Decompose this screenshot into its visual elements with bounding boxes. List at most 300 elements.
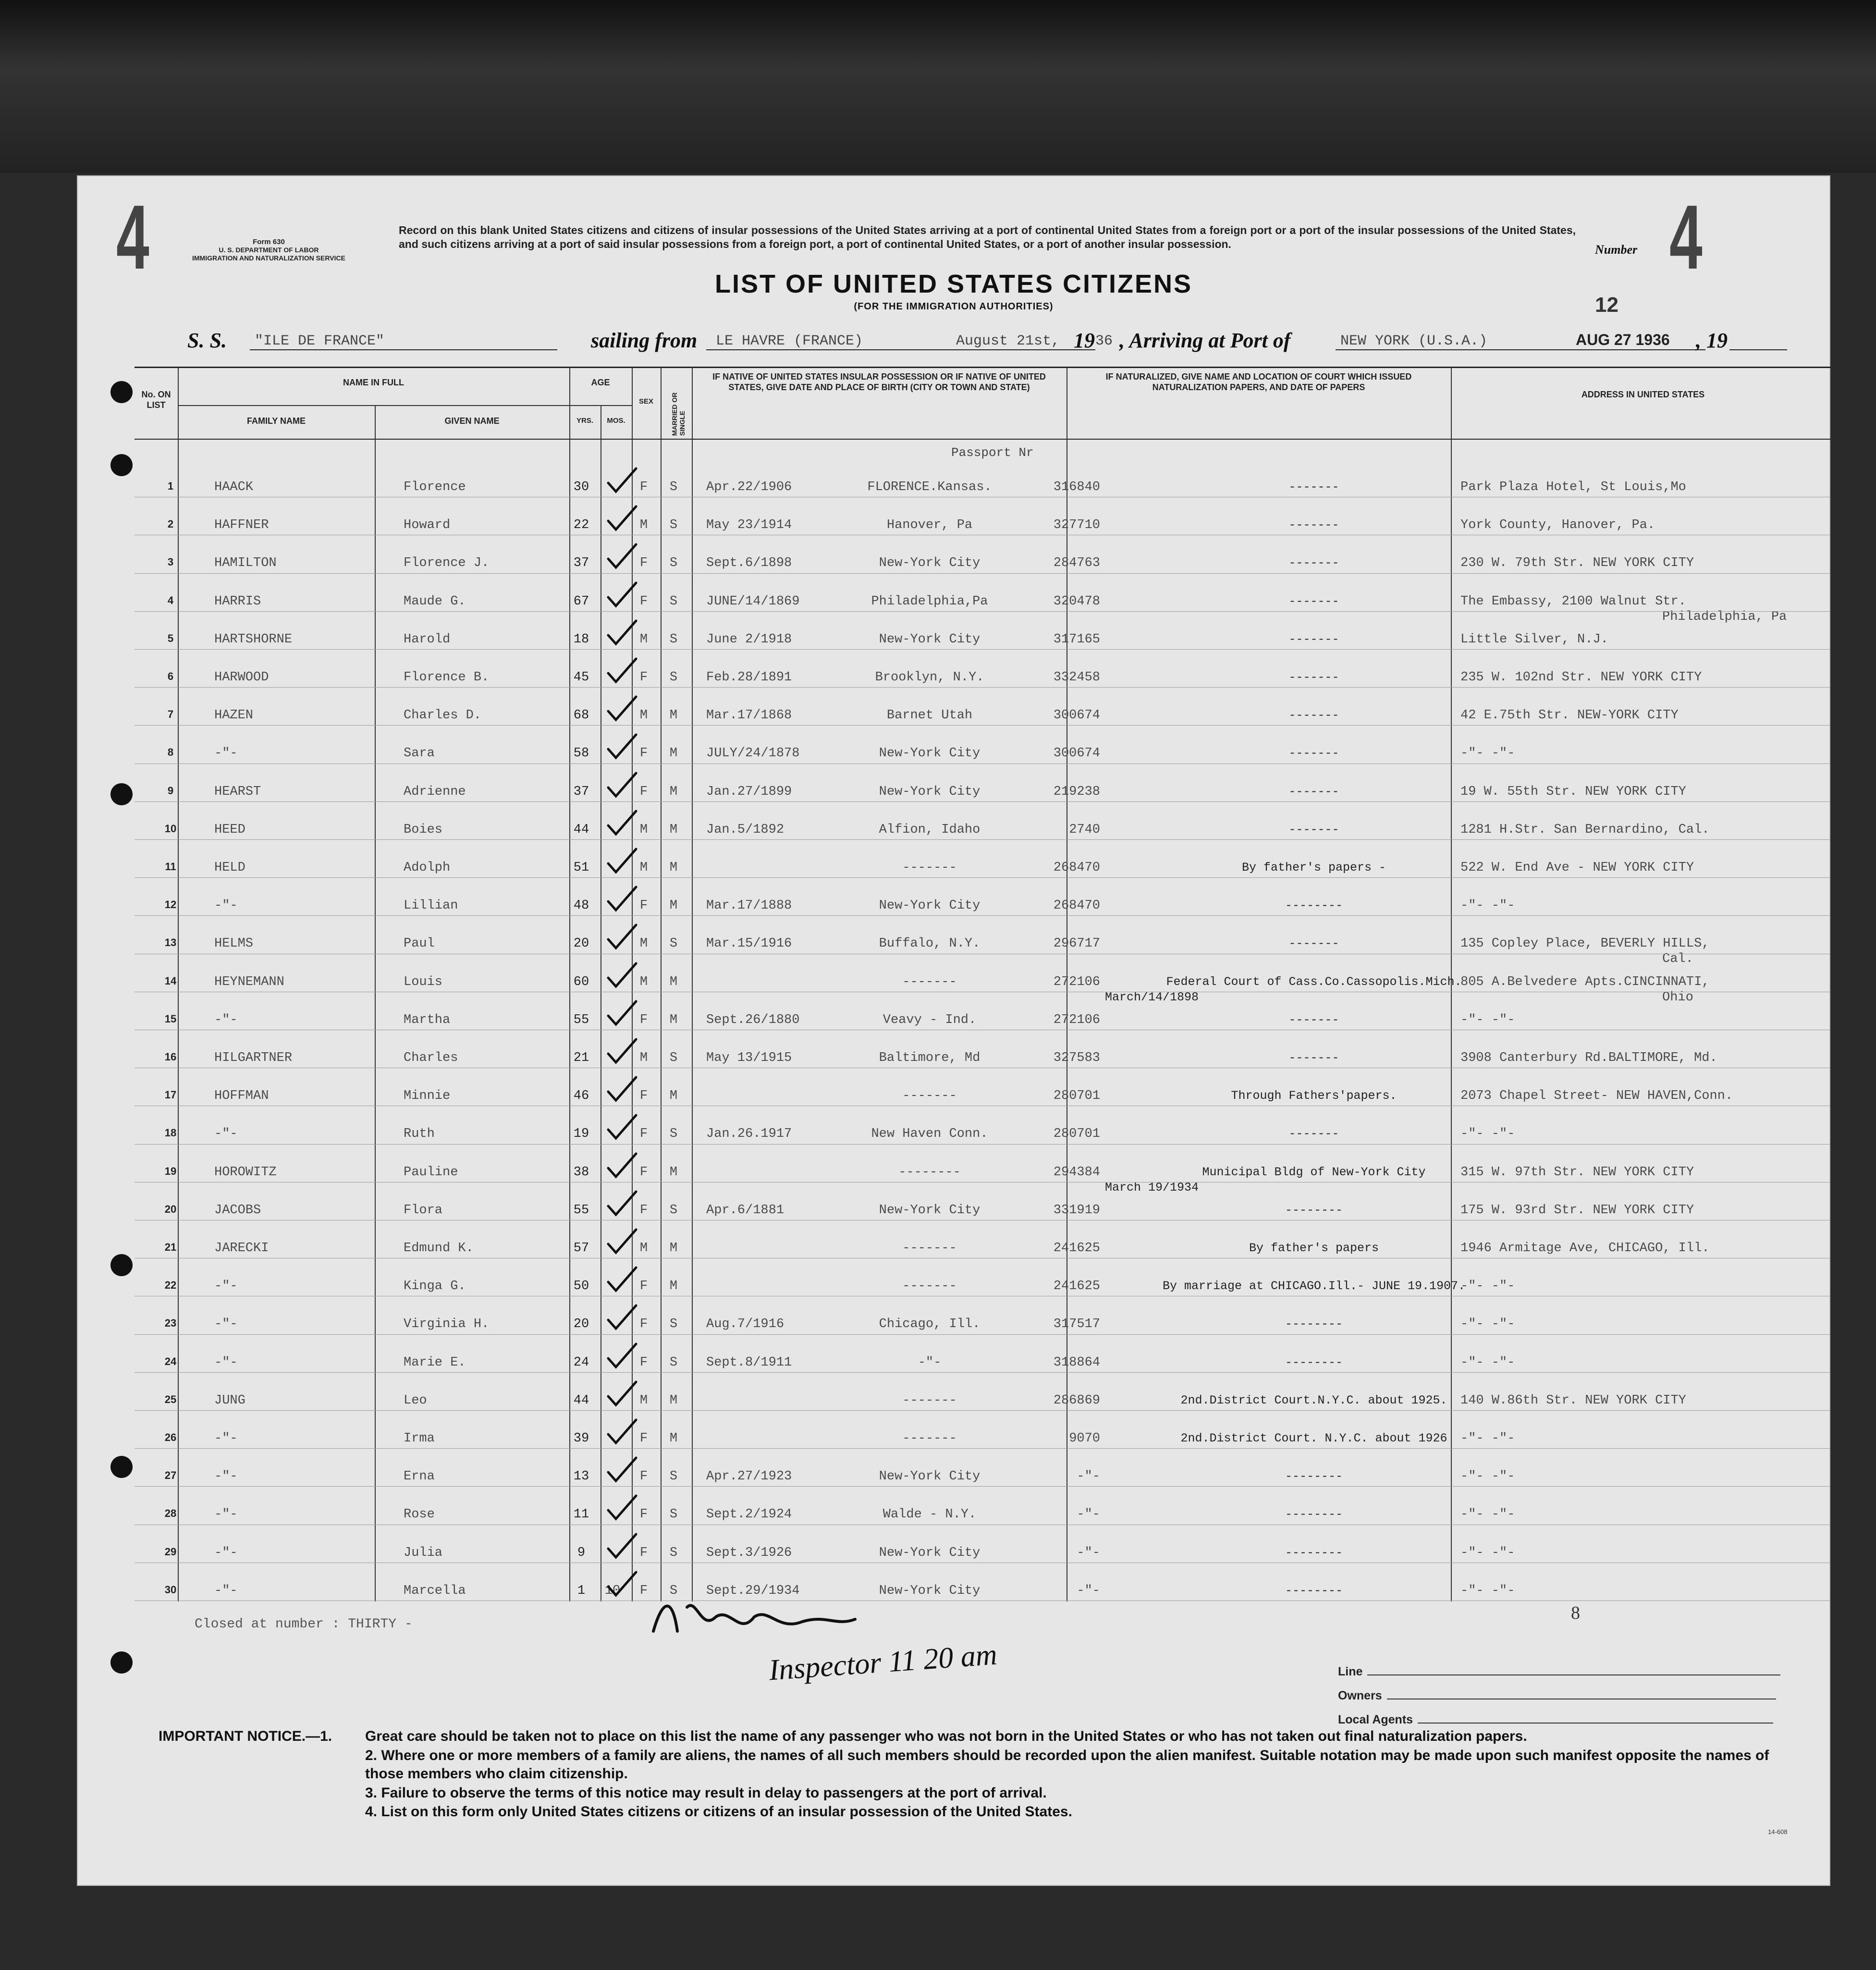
naturalization: -------- [1285,899,1343,913]
header-address: ADDRESS IN UNITED STATES [1581,390,1705,399]
marital-status: M [669,1089,678,1104]
passport-number: 317517 [1053,1317,1100,1332]
age-years: 21 [573,1051,589,1065]
row-number: 10 [164,822,177,835]
age-years: 38 [573,1165,589,1180]
row-number: 3 [167,556,174,568]
row-number: 22 [164,1279,177,1292]
address: 805 A.Belvedere Apts.CINCINNATI, [1460,974,1710,989]
owners-field [1338,1689,1776,1703]
passport-number: 318864 [1053,1355,1100,1370]
address-detail: Ohio [1662,990,1693,1005]
passport-number: 272106 [1053,1012,1100,1027]
address: 3908 Canterbury Rd.BALTIMORE, Md. [1460,1051,1717,1065]
address-detail: Cal. [1662,952,1693,967]
family-name: -"- [214,1355,238,1370]
address: 2073 Chapel Street- NEW HAVEN,Conn. [1460,1089,1733,1104]
marital-status: M [669,784,678,799]
address: 175 W. 93rd Str. NEW YORK CITY [1460,1203,1694,1218]
given-name: Edmund K. [404,1241,474,1256]
family-name: HARTSHORNE [214,632,293,647]
passport-number: 332458 [1053,670,1100,685]
passport-number: 241625 [1053,1279,1100,1294]
marital-status: S [669,670,678,685]
birth-date: Jan.5/1892 [706,822,785,837]
naturalization: ------- [1288,1051,1339,1065]
sex: M [639,1241,648,1256]
marital-status: S [669,480,678,494]
age-months: 10 [604,1583,621,1598]
age-years: 60 [573,974,589,989]
given-name: Virginia H. [404,1317,490,1332]
sex: M [639,861,648,875]
sex: M [639,936,648,951]
table-row [77,649,1830,687]
sex: F [639,1317,648,1332]
header-bottom-rule [135,439,1830,440]
passport-number: 286869 [1053,1393,1100,1408]
address: York County, Hanover, Pa. [1460,518,1655,533]
age-years: 44 [573,822,589,837]
passport-column-label: Passport Nr [951,445,1034,460]
table-row [77,687,1830,725]
given-name: Boies [404,822,443,837]
age-years: 51 [573,861,589,875]
header-given-name: GIVEN NAME [444,416,500,426]
family-name: -"- [214,1431,238,1446]
given-name: Martha [404,1012,451,1027]
table-row [77,915,1830,967]
address: 1946 Armitage Ave, CHICAGO, Ill. [1460,1241,1710,1256]
given-name: Minnie [404,1089,451,1104]
marital-status: M [669,1279,678,1294]
check-mark-icon [605,1379,639,1408]
address: -"- -"- [1460,1317,1515,1332]
check-mark-icon [605,1036,639,1065]
sex: M [639,632,648,647]
row-number: 14 [164,974,177,987]
marital-status: M [669,861,678,875]
naturalization: ------- [1288,1012,1339,1027]
given-name: Julia [404,1545,443,1560]
check-mark-icon [605,1303,639,1331]
address: 140 W.86th Str. NEW YORK CITY [1460,1393,1686,1408]
check-mark-icon [605,580,639,609]
birth-date: June 2/1918 [706,632,792,647]
marital-status: M [669,899,678,913]
agents-field [1338,1713,1773,1727]
sex: F [639,1583,648,1598]
naturalization: -------- [1285,1355,1343,1369]
check-mark-icon [605,808,639,837]
marital-status: S [669,1583,678,1598]
address: -"- -"- [1460,1012,1515,1027]
name-header-rule [178,405,569,406]
birth-date: Sept.8/1911 [706,1355,792,1370]
family-name: -"- [214,1469,238,1484]
sex: M [639,822,648,837]
passport-number: 327710 [1053,518,1100,533]
birth-place: New-York City [879,1583,981,1598]
sex: F [639,1507,648,1522]
naturalization: -------- [1285,1583,1343,1598]
family-name: JACOBS [214,1203,261,1218]
row-number: 26 [164,1431,177,1443]
row-number: 4 [167,594,174,606]
marital-status: M [669,708,678,723]
arriving-label: , Arriving at Port of [1119,329,1291,352]
given-name: Maude G. [404,594,466,609]
table-row [77,1448,1830,1486]
given-name: Sara [404,746,435,761]
sex: M [639,518,648,533]
address: 235 W. 102nd Str. NEW YORK CITY [1460,670,1702,685]
age-years: 20 [573,1317,589,1332]
check-mark-icon [605,466,639,494]
birth-date: Sept.3/1926 [706,1545,792,1560]
row-number: 17 [164,1089,177,1101]
birth-date: Apr.6/1881 [706,1203,785,1218]
age-years: 22 [573,518,589,533]
birth-place: Hanover, Pa [886,518,973,533]
sex: F [639,1127,648,1142]
table-row [77,1220,1830,1258]
address: -"- -"- [1460,1469,1515,1484]
age-years: 45 [573,670,589,685]
family-name: HEED [214,822,245,837]
row-number: 12 [164,899,177,911]
table-row [77,1410,1830,1448]
given-name: Irma [404,1431,435,1446]
family-name: HELMS [214,936,254,951]
check-mark-icon [605,998,639,1027]
age-years: 37 [573,784,589,799]
birth-place: Baltimore, Md [879,1051,981,1065]
birth-place: Walde - N.Y. [883,1507,977,1522]
address: 135 Copley Place, BEVERLY HILLS, [1460,936,1710,951]
check-mark-icon [605,1074,639,1103]
birth-place: ------- [902,1241,957,1256]
table-row [77,1296,1830,1334]
header-naturalization: IF NATURALIZED, GIVE NAME AND LOCATION OF COURT WHICH ISSUED NATURALIZATION PAPERS, AND DATE OF PAPERS [1105,372,1412,392]
family-name: HARWOOD [214,670,269,685]
check-mark-icon [605,732,639,761]
passport-number: 300674 [1053,746,1100,761]
marital-status: S [669,1051,678,1065]
marital-status: S [669,1203,678,1218]
age-years: 55 [573,1203,589,1218]
table-row [77,611,1830,649]
row-number: 13 [164,936,177,949]
table-row [77,763,1830,801]
naturalization: ------- [1288,556,1339,570]
marital-status: M [669,1431,678,1446]
age-years: 44 [573,1393,589,1408]
given-name: Adolph [404,861,451,875]
row-number: 30 [164,1583,177,1596]
birth-place: ------- [902,1431,957,1446]
check-mark-icon [605,770,639,799]
given-name: Florence B. [404,670,490,685]
departure-port: LE HAVRE (FRANCE) [716,333,863,349]
naturalization: ------- [1288,1127,1339,1141]
birth-place: ------- [902,1089,957,1104]
given-name: Charles D. [404,708,482,723]
check-mark-icon [605,884,639,913]
header-sex: SEX [638,397,653,406]
birth-place: FLORENCE.Kansas. [867,480,992,494]
passport-number: 9070 [1069,1431,1100,1446]
row-number: 25 [164,1393,177,1405]
row-number: 27 [164,1469,177,1482]
address: -"- -"- [1460,746,1515,761]
address: Park Plaza Hotel, St Louis,Mo [1460,480,1686,494]
address: -"- -"- [1460,1545,1515,1560]
birth-date: Mar.15/1916 [706,936,792,951]
row-number: 19 [164,1165,177,1177]
age-years: 13 [573,1469,589,1484]
naturalization: Through Fathers'papers. [1231,1089,1397,1103]
birth-place: New-York City [879,1545,981,1560]
check-mark-icon [605,1417,639,1446]
age-years: 46 [573,1089,589,1104]
family-name: -"- [214,899,238,913]
number-stamp-right: 4 [1669,186,1703,288]
header-mos: MOS. [607,417,625,425]
passport-number: 2740 [1069,822,1100,837]
birth-place: Chicago, Ill. [879,1317,981,1332]
address: 42 E.75th Str. NEW-YORK CITY [1460,708,1679,723]
age-years: 68 [573,708,589,723]
check-mark-icon [605,1569,639,1598]
address: -"- -"- [1460,1431,1515,1446]
birth-place: ------- [902,861,957,875]
birth-place: Brooklyn, N.Y. [875,670,984,685]
underline [250,349,557,350]
film-border [0,0,1876,173]
row-number: 24 [164,1355,177,1367]
sex: F [639,556,648,571]
sex: F [639,1165,648,1180]
given-name: Paul [404,936,435,951]
given-name: Ruth [404,1127,435,1142]
family-name: HEARST [214,784,261,799]
marital-status: M [669,746,678,761]
naturalization: ------- [1288,708,1339,723]
page-title: LIST OF UNITED STATES CITIZENS [715,270,1192,298]
naturalization-detail: March/14/1898 [1105,990,1199,1004]
table-row [77,1334,1830,1372]
marital-status: M [669,974,678,989]
birth-date: Aug.7/1916 [706,1317,785,1332]
table-row [77,725,1830,763]
check-mark-icon [605,504,639,532]
family-name: HOFFMAN [214,1089,269,1104]
marital-status: S [669,1317,678,1332]
age-years: 19 [573,1127,589,1142]
inspector-signature: Inspector 11 20 am [768,1638,998,1687]
passport-number: 272106 [1053,974,1100,989]
sex: F [639,1431,648,1446]
marital-status: M [669,822,678,837]
sex: F [639,1089,648,1104]
given-name: Lillian [404,899,458,913]
department-name: U. S. DEPARTMENT OF LABOR [219,246,319,254]
given-name: Harold [404,632,451,647]
notice-item-4: 4. List on this form only United States citizens or citizens of an insular possession of the United States. [365,1804,1072,1820]
age-years: 50 [573,1279,589,1294]
row-number: 9 [167,784,174,797]
service-name: IMMIGRATION AND NATURALIZATION SERVICE [192,254,345,262]
sex: F [639,594,648,609]
agents-label: Local Agents [1338,1713,1413,1726]
birth-place: Barnet Utah [886,708,973,723]
ss-label: S. S. [187,329,227,352]
family-name: HILGARTNER [214,1051,293,1065]
birth-date: Feb.28/1891 [706,670,792,685]
given-name: Rose [404,1507,435,1522]
birth-place: ------- [902,1279,957,1294]
birth-place: -------- [898,1165,961,1180]
underline [956,349,1095,350]
table-row [77,573,1830,624]
row-number: 20 [164,1203,177,1215]
family-name: JUNG [214,1393,245,1408]
naturalization: ------- [1288,518,1339,532]
table-row [77,839,1830,877]
age-years: 57 [573,1241,589,1256]
table-row [77,1030,1830,1068]
row-number: 15 [164,1012,177,1025]
given-name: Pauline [404,1165,458,1180]
family-name: HELD [214,861,245,875]
naturalization: ------- [1288,746,1339,761]
header-family-name: FAMILY NAME [246,416,306,426]
check-mark-icon [605,846,639,875]
birth-place: -"- [918,1355,942,1370]
passport-number: 294384 [1053,1165,1100,1180]
given-name: Adrienne [404,784,466,799]
row-number: 1 [167,480,174,492]
number-label: Number [1595,243,1638,257]
naturalization: -------- [1285,1469,1343,1484]
family-name: -"- [214,746,238,761]
given-name: Erna [404,1469,435,1484]
table-row [77,535,1830,573]
naturalization: Federal Court of Cass.Co.Cassopolis.Mich. [1166,974,1462,989]
check-mark-icon [605,542,639,570]
marital-status: S [669,1507,678,1522]
sex: M [639,1051,648,1065]
passport-number: 300674 [1053,708,1100,723]
check-mark-icon [605,1265,639,1293]
age-years: 37 [573,556,589,571]
table-row [77,1258,1830,1296]
birth-date: Sept.6/1898 [706,556,792,571]
page-count: 8 [1571,1603,1580,1623]
check-mark-icon [605,1227,639,1256]
family-name: HEYNEMANN [214,974,284,989]
table-row [77,992,1830,1030]
ship-name: "ILE DE FRANCE" [255,333,385,349]
family-name: HOROWITZ [214,1165,277,1180]
row-number: 8 [167,746,174,759]
passport-number: -"- [1077,1507,1100,1522]
marital-status: S [669,1545,678,1560]
check-mark-icon [605,656,639,685]
table-row [77,954,1830,1005]
header-name-in-full: NAME IN FULL [343,378,404,387]
address: The Embassy, 2100 Walnut Str. [1460,594,1686,609]
passport-number: 296717 [1053,936,1100,951]
family-name: -"- [214,1545,238,1560]
birth-place: New-York City [879,1203,981,1218]
naturalization: ------- [1288,936,1339,951]
marital-status: S [669,632,678,647]
header-birth: IF NATIVE OF UNITED STATES INSULAR POSSESSION OR IF NATIVE OF UNITED STATES, GIVE DATE AND PLACE OF BIRTH (CITY OR TOWN AND STATE) [712,372,1046,392]
birth-date: May 13/1915 [706,1051,792,1065]
header-age: AGE [591,378,610,387]
ship-line [187,328,1797,352]
address: 315 W. 97th Str. NEW YORK CITY [1460,1165,1694,1180]
age-years: 30 [573,480,589,494]
age-years: 39 [573,1431,589,1446]
marital-status: S [669,1355,678,1370]
naturalization: ------- [1288,822,1339,837]
check-mark-icon [605,1151,639,1180]
line-label: Line [1338,1665,1363,1678]
header-no: No. ON LIST [141,390,171,410]
header-married-single: MARRIED OR SINGLE [671,392,686,436]
check-mark-icon [605,1341,639,1370]
family-name: -"- [214,1012,238,1027]
table-row [77,801,1830,839]
passport-number: 268470 [1053,899,1100,913]
marital-status: S [669,518,678,533]
age-years: 20 [573,936,589,951]
line-field [1338,1665,1780,1679]
birth-date: Mar.17/1868 [706,708,792,723]
marital-status: S [669,936,678,951]
address: 19 W. 55th Str. NEW YORK CITY [1460,784,1686,799]
given-name: Charles [404,1051,458,1065]
check-mark-icon [605,694,639,723]
form-code: 14-608 [1768,1828,1788,1835]
row-number: 29 [164,1545,177,1558]
birth-place: New-York City [879,899,981,913]
sex: F [639,480,648,494]
birth-date: JUNE/14/1869 [706,594,800,609]
birth-place: New Haven Conn. [871,1127,988,1142]
sex: F [639,670,648,685]
row-number: 11 [165,861,176,873]
birth-date: May 23/1914 [706,518,792,533]
age-years: 1 [577,1583,586,1598]
naturalization: Municipal Bldg of New-York City [1202,1165,1426,1179]
sex: F [639,1469,648,1484]
birth-date: Sept.2/1924 [706,1507,792,1522]
notice-lead: IMPORTANT NOTICE.—1. [159,1728,332,1744]
birth-date: JULY/24/1878 [706,746,800,761]
given-name: Florence J. [404,556,490,571]
address-detail: Philadelphia, Pa [1662,609,1787,624]
birth-place: New-York City [879,556,981,571]
birth-place: New-York City [879,1469,981,1484]
sex: F [639,1012,648,1027]
row-number: 28 [164,1507,177,1520]
given-name: Marcella [404,1583,466,1598]
sex: F [639,1545,648,1560]
